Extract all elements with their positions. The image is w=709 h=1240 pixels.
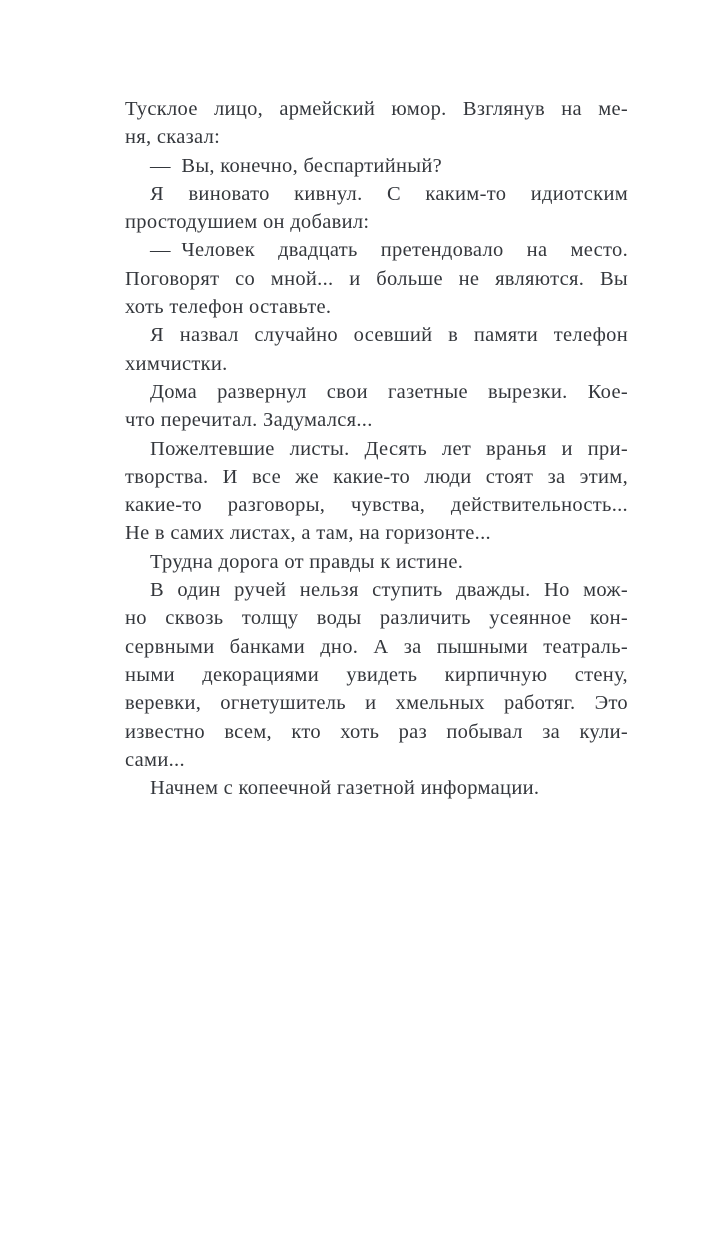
text-line: химчистки. [125, 352, 228, 375]
text-line: хоть телефон оставьте. [125, 296, 332, 319]
text-line: что перечитал. Задумался... [125, 409, 373, 432]
text-line: ными декорациями увидеть кирпичную стену, [125, 663, 628, 686]
text-line: Начнем с копеечной газетной информации. [150, 777, 540, 800]
text-line: какие-то разговоры, чувства, действительность... [125, 494, 628, 517]
text-line: но сквозь толщу воды различить усеянное кон- [125, 607, 628, 630]
text-line: Пожелтевшие листы. Десять лет вранья и при- [150, 437, 628, 460]
text-line: веревки, огнетушитель и хмельных работяг. Это [125, 692, 628, 715]
text-line: Я виновато кивнул. С каким-то идиотским [150, 182, 628, 205]
text-line: известно всем, кто хоть раз побывал за кули- [125, 720, 628, 743]
text-line: Трудна дорога от правды к истине. [150, 550, 464, 573]
text-line: простодушием он добавил: [125, 211, 370, 234]
text-line: В один ручей нельзя ступить дважды. Но мож- [150, 579, 628, 602]
text-line: сервными банками дно. А за пышными театраль- [125, 635, 628, 658]
text-line: Не в самих листах, а там, на горизонте... [125, 522, 491, 545]
text-line: сами... [125, 748, 185, 771]
text-line: Дома развернул свои газетные вырезки. Кое- [150, 380, 628, 403]
text-line: — Вы, конечно, беспартийный? [150, 154, 442, 177]
text-line: творства. И все же какие-то люди стоят за этим, [125, 465, 628, 488]
text-line: Я назвал случайно осевший в памяти телефон [150, 324, 628, 347]
text-line: Поговорят со мной... и больше не являются. Вы [125, 267, 628, 290]
text-line: Тусклое лицо, армейский юмор. Взглянув на ме- [125, 98, 628, 120]
page-text [125, 95, 628, 802]
text-line: ня, сказал: [125, 126, 221, 149]
text-line: — Человек двадцать претендовало на место. [150, 239, 628, 262]
